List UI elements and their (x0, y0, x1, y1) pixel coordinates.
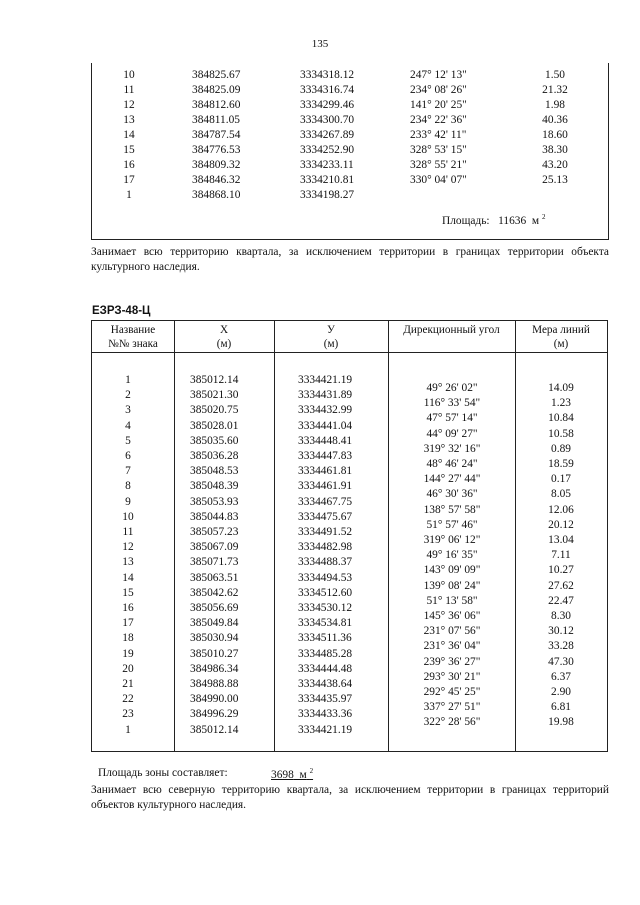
segment-row (389, 700, 571, 715)
x-coordinate: 385053.93 (190, 495, 239, 508)
segment-row (389, 548, 571, 563)
table-row (92, 158, 608, 173)
line-length: 18.60 (542, 129, 568, 141)
direction-angle: 139° 08' 24" (423, 579, 481, 592)
header-y-line2: (м) (323, 338, 339, 350)
direction-angle: 44° 09' 27" (426, 427, 478, 440)
line-length: 38.30 (542, 144, 568, 156)
point-number: 22 (122, 693, 134, 706)
point-number: 3 (125, 404, 131, 417)
zone-area-line (98, 767, 314, 781)
line-length: 6.81 (551, 701, 571, 714)
segment-row (389, 457, 574, 472)
table-row (92, 188, 608, 203)
header-y (274, 323, 388, 351)
direction-angle: 48° 46' 24" (426, 458, 478, 470)
x-coordinate: 385063.51 (190, 571, 239, 584)
x-coordinate: 385036.28 (190, 450, 239, 462)
table-row (92, 83, 608, 98)
y-coordinate: 3334461.81 (298, 465, 353, 478)
line-length: 27.62 (548, 579, 574, 592)
y-coordinate: 3334467.75 (298, 495, 353, 508)
y-coordinate: 3334198.27 (300, 189, 355, 201)
point-number: 15 (123, 144, 135, 156)
point-number: 10 (122, 510, 134, 523)
point-number: 9 (125, 495, 131, 508)
segment-row (389, 533, 574, 548)
zone-area-value: 3698 (271, 768, 294, 781)
direction-angle: 231° 07' 56" (423, 625, 481, 638)
header-y-line1: У (327, 324, 335, 336)
x-coordinate: 384812.60 (192, 99, 241, 111)
y-coordinate: 3334461.91 (298, 480, 353, 493)
direction-angle: 239° 36' 27" (423, 655, 481, 668)
header-x-line1: X (219, 324, 229, 336)
line-length: 1.98 (545, 99, 565, 111)
segment-row (389, 442, 571, 457)
direction-angle: 138° 57' 58" (423, 503, 481, 516)
point-number: 19 (122, 647, 134, 660)
segment-row (389, 655, 574, 670)
x-coordinate: 384825.67 (192, 69, 241, 81)
y-coordinate: 3334431.89 (298, 389, 353, 402)
point-number: 17 (123, 174, 135, 186)
point-number: 11 (122, 526, 134, 538)
y-coordinate: 3334421.19 (298, 374, 353, 386)
paragraph-territory-1: Занимает всю территорию квартала, за исключением территории в границах территории объекта культурного наследия. (91, 246, 609, 273)
line-length: 10.27 (548, 564, 574, 577)
header-line-length (515, 323, 607, 351)
line-length: 6.37 (551, 670, 571, 683)
point-number: 13 (122, 556, 134, 569)
table-row (92, 98, 608, 113)
y-coordinate: 3334511.36 (298, 632, 352, 645)
point-number: 6 (125, 450, 131, 462)
point-number: 5 (125, 434, 131, 447)
x-coordinate: 385056.69 (190, 602, 239, 614)
table-row (92, 68, 608, 83)
segment-row (389, 503, 574, 518)
zone-title: ЕЗРЗ-48-Ц (92, 305, 151, 317)
line-length: 22.47 (548, 594, 574, 607)
x-coordinate: 385010.27 (190, 647, 239, 660)
line-length: 43.20 (542, 159, 568, 171)
line-length: 18.59 (548, 458, 574, 470)
direction-angle: 234° 08' 26" (410, 84, 467, 96)
direction-angle: 247° 12' 13" (410, 69, 467, 81)
y-coordinate: 3334485.28 (298, 647, 353, 660)
x-coordinate: 385012.14 (190, 723, 239, 736)
line-length: 10.58 (548, 427, 574, 440)
x-coordinate: 384990.00 (190, 693, 239, 706)
zone-area-exponent: 2 (309, 767, 314, 775)
direction-angle: 231° 36' 04" (423, 640, 481, 653)
line-length: 10.84 (548, 412, 574, 425)
x-coordinate: 384986.34 (190, 662, 239, 675)
segment-row (389, 609, 571, 624)
point-number: 10 (123, 69, 135, 81)
line-length: 8.30 (551, 610, 571, 622)
x-coordinate: 385020.75 (190, 404, 239, 417)
direction-angle: 47° 57' 14" (426, 412, 478, 425)
line-length: 33.28 (548, 640, 574, 653)
top-area-exponent: 2 (541, 213, 546, 221)
point-number: 16 (123, 159, 135, 171)
header-line-length-line2: (м) (553, 338, 569, 350)
segment-row (389, 381, 574, 396)
direction-angle: 49° 16' 35" (426, 549, 478, 562)
direction-angle: 51° 57' 46" (426, 518, 478, 531)
point-number: 12 (122, 541, 134, 554)
header-point-name-line1: Название (110, 324, 156, 336)
x-coordinate: 385067.09 (190, 541, 239, 554)
table-row (92, 128, 608, 143)
point-number: 7 (125, 465, 131, 478)
direction-angle: 233° 42' 11" (410, 129, 467, 141)
y-coordinate: 3334444.48 (298, 662, 353, 675)
y-coordinate: 3334448.41 (298, 434, 353, 447)
line-length: 12.06 (548, 503, 574, 516)
zone-area-value-group (271, 767, 313, 781)
y-coordinate: 3334494.53 (298, 571, 353, 584)
header-line-length-line1: Мера линий (532, 324, 590, 336)
line-length: 20.12 (548, 518, 574, 531)
x-coordinate: 384846.32 (192, 174, 241, 186)
point-number: 1 (125, 723, 131, 736)
x-coordinate: 385044.83 (190, 510, 239, 523)
point-number: 13 (123, 114, 135, 126)
line-length: 0.89 (551, 442, 571, 455)
point-number: 2 (125, 389, 131, 402)
x-coordinate: 385021.30 (190, 389, 239, 402)
y-coordinate: 3334534.81 (298, 617, 353, 630)
point-number: 15 (122, 586, 134, 599)
direction-angle: 46° 30' 36" (426, 488, 478, 501)
x-coordinate: 384787.54 (192, 129, 241, 141)
y-coordinate: 3334488.37 (298, 556, 353, 569)
y-coordinate: 3334316.74 (300, 84, 355, 96)
direction-angle: 293° 30' 21" (423, 670, 481, 683)
line-length: 7.11 (551, 549, 571, 562)
point-number: 12 (123, 99, 135, 111)
direction-angle: 49° 26' 02" (426, 382, 478, 394)
x-coordinate: 385048.53 (190, 465, 239, 478)
point-number: 23 (122, 708, 134, 721)
x-coordinate: 385049.84 (190, 617, 239, 630)
x-coordinate: 385042.62 (190, 586, 239, 599)
y-coordinate: 3334421.19 (298, 723, 353, 736)
line-length: 25.13 (542, 174, 568, 186)
direction-angle: 319° 32' 16" (423, 442, 481, 455)
point-number: 14 (123, 129, 135, 141)
line-length: 47.30 (548, 655, 574, 668)
y-coordinate: 3334432.99 (298, 404, 353, 417)
segment-row (389, 427, 574, 442)
segment-row (389, 563, 574, 578)
line-length: 8.05 (551, 488, 571, 501)
y-coordinate: 3334435.97 (298, 693, 353, 706)
direction-angle: 144° 27' 44" (423, 473, 481, 486)
direction-angle: 328° 53' 15" (410, 144, 467, 156)
direction-angle: 328° 55' 21" (410, 159, 467, 171)
direction-angle: 141° 20' 25" (410, 99, 467, 111)
header-direction-angle (388, 323, 515, 337)
direction-angle: 234° 22' 36" (410, 114, 467, 126)
line-length: 40.36 (542, 114, 568, 126)
coordinates-table-continued (91, 63, 609, 240)
line-length: 21.32 (542, 84, 568, 96)
y-coordinate: 3334299.46 (300, 99, 355, 111)
segment-row (389, 518, 574, 533)
y-coordinate: 3334252.90 (300, 144, 355, 156)
y-coordinate: 3334475.67 (298, 510, 353, 523)
top-area-value: 11636 (498, 214, 527, 227)
x-coordinate: 385071.73 (190, 556, 239, 569)
point-number: 18 (122, 632, 134, 645)
header-direction-angle-line1: Дирекционный угол (403, 324, 500, 336)
top-area-label: Площадь: (442, 214, 490, 227)
y-coordinate: 3334433.36 (298, 708, 353, 721)
y-coordinate: 3334300.70 (300, 114, 355, 126)
top-table-area (442, 213, 545, 227)
y-coordinate: 3334267.89 (300, 129, 355, 141)
point-number: 1 (125, 374, 131, 386)
y-coordinate: 3334512.60 (298, 586, 353, 599)
top-area-unit: м (531, 214, 540, 227)
x-coordinate: 385035.60 (190, 434, 239, 447)
segment-row (389, 715, 574, 730)
line-length: 1.50 (545, 69, 565, 81)
point-number: 20 (122, 662, 134, 675)
line-length: 14.09 (548, 382, 574, 394)
x-coordinate: 385012.14 (190, 374, 239, 386)
direction-angle: 292° 45' 25" (423, 686, 481, 698)
segment-row (389, 685, 571, 700)
point-number: 8 (125, 480, 131, 493)
page-number: 135 (311, 38, 329, 50)
point-number: 4 (125, 419, 131, 432)
y-coordinate: 3334233.11 (300, 159, 354, 171)
x-coordinate: 385028.01 (190, 419, 239, 432)
segment-row (389, 579, 574, 594)
point-number: 11 (123, 84, 135, 96)
point-number: 21 (122, 678, 134, 690)
line-length: 13.04 (548, 534, 574, 546)
zone-coordinates-table (91, 320, 608, 752)
x-coordinate: 385057.23 (190, 526, 239, 538)
direction-angle: 143° 09' 09" (423, 564, 481, 577)
direction-angle: 322° 28' 56" (423, 716, 481, 729)
point-number: 17 (122, 617, 134, 630)
line-length: 1.23 (551, 397, 571, 410)
point-number: 1 (126, 189, 132, 201)
header-x-line2: (м) (216, 338, 232, 350)
line-length: 19.98 (548, 716, 574, 729)
direction-angle: 116° 33' 54" (423, 397, 481, 410)
segment-row (389, 396, 571, 411)
direction-angle: 145° 36' 06" (423, 610, 481, 622)
zone-area-unit: м (299, 768, 307, 781)
x-coordinate: 384825.09 (192, 84, 241, 96)
point-number: 14 (122, 571, 134, 584)
x-coordinate: 384868.10 (192, 189, 241, 201)
header-point-name-line2: №№ знака (108, 338, 158, 350)
header-divider (92, 352, 607, 353)
direction-angle: 337° 27' 51" (423, 701, 481, 714)
x-coordinate: 385030.94 (190, 632, 239, 645)
header-point-name (92, 323, 174, 351)
direction-angle: 319° 06' 12" (423, 534, 481, 546)
y-coordinate: 3334318.12 (300, 69, 355, 81)
segment-row (389, 472, 571, 487)
table-row (92, 113, 608, 128)
y-coordinate: 3334482.98 (298, 541, 353, 554)
x-coordinate: 384988.88 (190, 678, 239, 690)
y-coordinate: 3334530.12 (298, 602, 353, 614)
direction-angle: 51° 13' 58" (426, 594, 478, 607)
line-length: 0.17 (551, 473, 571, 486)
direction-angle: 330° 04' 07" (410, 174, 467, 186)
paragraph-territory-2: Занимает всю северную территорию квартала, за исключением территории в границах территорий объектов культурного наследия. (91, 784, 609, 811)
x-coordinate: 384809.32 (192, 159, 241, 171)
table-row (92, 143, 608, 158)
segment-row (389, 670, 571, 685)
y-coordinate: 3334210.81 (300, 174, 355, 186)
table-row (92, 173, 608, 188)
x-coordinate: 385048.39 (190, 480, 239, 493)
segment-row (389, 639, 574, 654)
y-coordinate: 3334447.83 (298, 450, 353, 462)
x-coordinate: 384811.05 (192, 114, 240, 126)
x-coordinate: 384776.53 (192, 144, 241, 156)
segment-row (389, 624, 574, 639)
line-length: 30.12 (548, 625, 574, 638)
segment-row (389, 594, 574, 609)
x-coordinate: 384996.29 (190, 708, 239, 721)
y-coordinate: 3334441.04 (298, 419, 353, 432)
segment-row (389, 411, 574, 426)
y-coordinate: 3334438.64 (298, 678, 353, 690)
segment-row (389, 487, 571, 502)
y-coordinate: 3334491.52 (298, 526, 353, 538)
zone-area-label: Площадь зоны составляет: (98, 767, 228, 779)
point-number: 16 (122, 602, 134, 614)
line-length: 2.90 (551, 686, 571, 698)
header-x (174, 323, 274, 351)
